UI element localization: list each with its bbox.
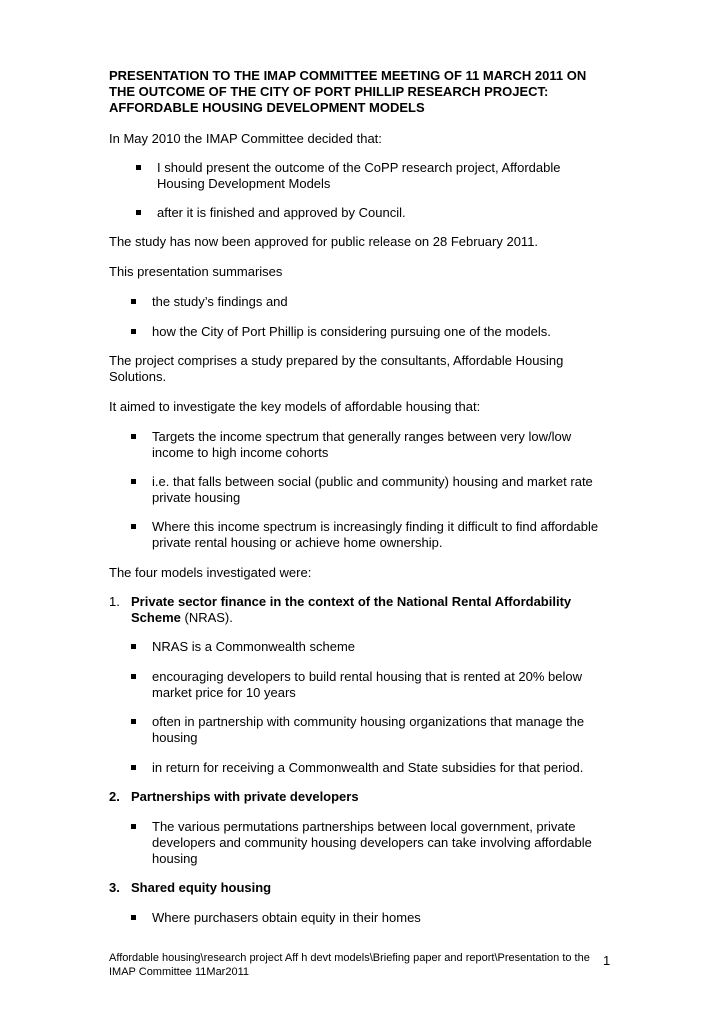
- list-item-text: after it is finished and approved by Council.: [157, 205, 406, 220]
- bullet-icon: [131, 674, 136, 679]
- list-item-text: encouraging developers to build rental housing that is rented at 20% below market price for 10 years: [152, 669, 583, 700]
- list-item-text: The various permutations partnerships between local government, private developers and community housing developers can take involving affordable housing: [152, 819, 592, 866]
- bullet-icon: [131, 719, 136, 724]
- bullet-icon: [131, 824, 136, 829]
- aim-paragraph: It aimed to investigate the key models of affordable housing that:: [109, 399, 481, 414]
- bullet-icon: [131, 329, 136, 334]
- list-item-text: Where purchasers obtain equity in their homes: [152, 910, 421, 925]
- model-heading-text: Shared equity housing: [131, 880, 272, 895]
- bullet-icon: [136, 165, 141, 170]
- models-intro-paragraph: The four models investigated were:: [109, 565, 312, 580]
- bullet-icon: [131, 434, 136, 439]
- document-title: PRESENTATION TO THE IMAP COMMITTEE MEETING OF 11 MARCH 2011 ON THE OUTCOME OF THE CITY OF PORT PHILLIP RESEARCH PROJECT: AFFORDABLE HOUSING DEVELOPMENT MODELS: [109, 68, 587, 115]
- bullet-icon: [136, 210, 141, 215]
- page-number: 1: [603, 953, 611, 968]
- list-item-text: how the City of Port Phillip is considering pursuing one of the models.: [152, 324, 551, 339]
- approval-paragraph: The study has now been approved for public release on 28 February 2011.: [109, 234, 539, 249]
- bullet-icon: [131, 915, 136, 920]
- intro-paragraph: In May 2010 the IMAP Committee decided that:: [109, 131, 382, 146]
- list-item-text: often in partnership with community housing organizations that manage the housing: [152, 714, 585, 745]
- bullet-icon: [131, 765, 136, 770]
- list-item-text: in return for receiving a Commonwealth and State subsidies for that period.: [152, 760, 584, 775]
- project-paragraph: The project comprises a study prepared by the consultants, Affordable Housing Solutions.: [109, 353, 564, 384]
- page-footer: Affordable housing\research project Aff h devt models\Briefing paper and report\Presentation to the IMAP Committee 11Mar2011: [109, 952, 590, 978]
- model-number: 2.: [109, 789, 120, 804]
- list-item-text: I should present the outcome of the CoPP research project, Affordable Housing Development Models: [157, 160, 561, 191]
- model-heading-text: Partnerships with private developers: [131, 789, 359, 804]
- model-number: 1.: [109, 594, 120, 609]
- model-heading-bold: Private sector finance in the context of the National Rental Affordability Scheme: [131, 594, 572, 625]
- bullet-icon: [131, 299, 136, 304]
- bullet-icon: [131, 644, 136, 649]
- list-item-text: the study’s findings and: [152, 294, 288, 309]
- model-heading-suffix: (NRAS).: [180, 610, 233, 625]
- bullet-icon: [131, 524, 136, 529]
- bullet-icon: [131, 479, 136, 484]
- summary-intro-paragraph: This presentation summarises: [109, 264, 283, 279]
- list-item-text: Where this income spectrum is increasingly finding it difficult to find affordable private rental housing or achieve home ownership.: [152, 519, 599, 550]
- list-item-text: NRAS is a Commonwealth scheme: [152, 639, 356, 654]
- list-item-text: Targets the income spectrum that generally ranges between very low/low income to high income cohorts: [152, 429, 572, 460]
- model-heading-text: [131, 594, 601, 626]
- model-number: 3.: [109, 880, 120, 895]
- list-item-text: i.e. that falls between social (public and community) housing and market rate private housing: [152, 474, 593, 505]
